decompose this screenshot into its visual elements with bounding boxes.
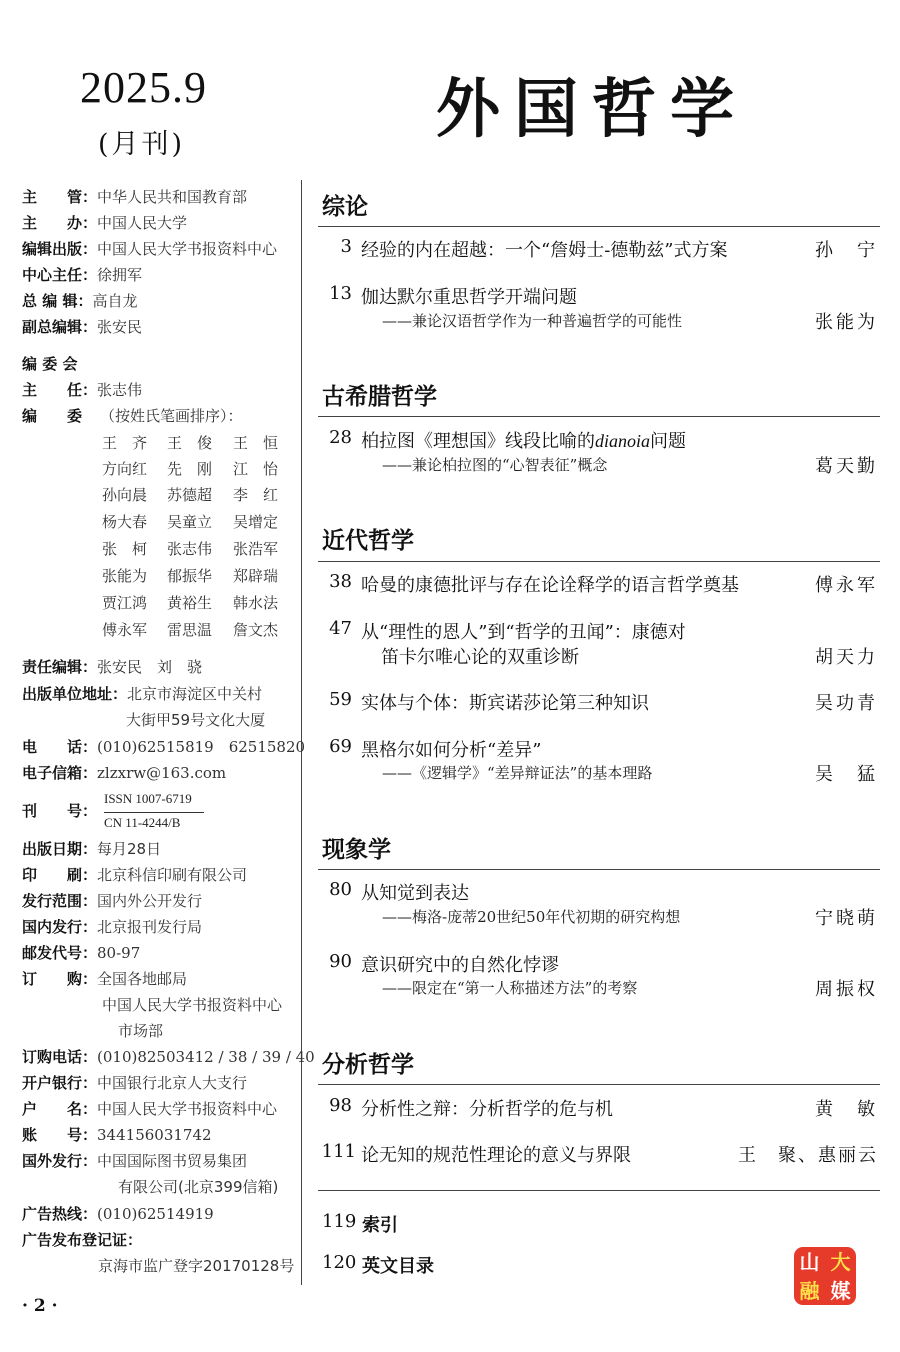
toc-page-number: 28 bbox=[329, 427, 352, 448]
ad-registration-number: 京海市监广登字20170128号 bbox=[98, 1257, 295, 1275]
toc-article-title: 分析性之辩：分析哲学的危与机 bbox=[361, 1099, 613, 1120]
toc-author: 吴功青 bbox=[815, 693, 878, 714]
toc-author: 张能为 bbox=[815, 312, 878, 333]
toc-article-title: 实体与个体：斯宾诺莎论第三种知识 bbox=[361, 693, 649, 714]
masthead-row-director: 中心主任：徐拥军 bbox=[22, 266, 143, 284]
toc-page-number: 90 bbox=[329, 951, 352, 972]
logo-char: 大 bbox=[830, 1249, 851, 1274]
publisher-address-line2: 大街甲59号文化大厦 bbox=[126, 711, 266, 729]
toc-article-subtitle: ——《逻辑学》“差异辩证法”的基本理路 bbox=[382, 764, 653, 782]
toc-author: 宁晓萌 bbox=[815, 908, 878, 929]
masthead-row-sponsor: 主 办：中国人民大学 bbox=[22, 214, 188, 232]
account-number: 账 号：344156031742 bbox=[22, 1126, 212, 1144]
toc-article-title-line2: 笛卡尔唯心论的双重诊断 bbox=[381, 647, 579, 668]
subscription: 订 购：全国各地邮局 bbox=[22, 970, 188, 988]
toc-article-subtitle: ——梅洛-庞蒂20世纪50年代初期的研究构想 bbox=[382, 908, 681, 926]
toc-page-number: 47 bbox=[329, 618, 352, 639]
masthead-row-publisher: 编辑出版：中国人民大学书报资料中心 bbox=[22, 240, 278, 258]
section-rule bbox=[318, 1084, 880, 1085]
section-title: 分析哲学 bbox=[322, 1052, 414, 1078]
section-rule bbox=[318, 416, 880, 417]
issn-divider bbox=[104, 812, 204, 813]
committee-heading: 编 委 会 bbox=[22, 355, 78, 373]
publication-frequency: (月刊) bbox=[98, 129, 186, 160]
toc-article-title: 从知觉到表达 bbox=[361, 883, 469, 904]
toc-article-title: 黑格尔如何分析“差异” bbox=[361, 740, 542, 761]
toc-article-title: 论无知的规范性理论的意义与界限 bbox=[361, 1145, 631, 1166]
committee-member: 张浩军 bbox=[233, 540, 279, 558]
toc-article-title: 从“理性的恩人”到“哲学的丑闻”：康德对 bbox=[361, 622, 686, 643]
toc-page-number: 3 bbox=[340, 236, 352, 257]
page-number: · 2 · bbox=[22, 1296, 58, 1316]
committee-member: 郑辟瑞 bbox=[233, 567, 279, 585]
account-name: 户 名：中国人民大学书报资料中心 bbox=[22, 1100, 278, 1118]
section-title: 古希腊哲学 bbox=[322, 384, 437, 410]
issue-date: 2025.9 bbox=[80, 63, 207, 112]
toc-author: 孙 宁 bbox=[815, 240, 878, 261]
publisher-address: 出版单位地址：北京市海淀区中关村 bbox=[22, 685, 263, 703]
toc-author: 黄 敏 bbox=[815, 1099, 878, 1120]
responsible-editor: 责任编辑：张安民 刘 骁 bbox=[22, 658, 203, 676]
journal-title: 外国哲学 bbox=[436, 72, 748, 147]
committee-member: 张志伟 bbox=[167, 540, 213, 558]
committee-member: 江 怡 bbox=[233, 460, 279, 478]
subscription-line2: 中国人民大学书报资料中心 bbox=[102, 996, 283, 1014]
committee-member: 黄裕生 bbox=[167, 594, 213, 612]
toc-article-title: 柏拉图《理想国》线段比喻的dianoia问题 bbox=[361, 431, 687, 452]
committee-member: 贾江鸿 bbox=[102, 594, 148, 612]
committee-member: 苏德超 bbox=[167, 486, 213, 504]
toc-article-subtitle: ——兼论汉语哲学作为一种普遍哲学的可能性 bbox=[382, 312, 683, 330]
committee-member: 杨大春 bbox=[102, 513, 148, 531]
bank: 开户银行：中国银行北京人大支行 bbox=[22, 1074, 248, 1092]
committee-member: 吴增定 bbox=[233, 513, 279, 531]
toc-author: 葛天勤 bbox=[815, 456, 878, 477]
email: 电子信箱：zlzxrw@163.com bbox=[22, 764, 227, 782]
committee-member: 王 恒 bbox=[233, 434, 279, 452]
issn: ISSN 1007-6719 bbox=[104, 791, 192, 806]
committee-member: 张能为 bbox=[102, 567, 148, 585]
toc-page-number: 98 bbox=[329, 1095, 352, 1116]
toc-page-number: 111 bbox=[321, 1141, 356, 1162]
committee-member: 郁振华 bbox=[167, 567, 213, 585]
index-link: 索引 bbox=[362, 1215, 398, 1236]
serial-number-label: 刊 号： bbox=[22, 802, 98, 820]
committee-member: 傅永军 bbox=[102, 621, 148, 639]
toc-author: 胡天力 bbox=[815, 647, 878, 668]
toc-page-number: 13 bbox=[329, 283, 352, 304]
toc-author: 王 聚、惠丽云 bbox=[738, 1145, 878, 1166]
toc-article-title: 哈曼的康德批评与存在论诠释学的语言哲学奠基 bbox=[361, 575, 739, 596]
committee-member: 先 刚 bbox=[167, 460, 213, 478]
masthead-row-editor-in-chief: 总 编 辑：高自龙 bbox=[22, 292, 138, 310]
section-rule bbox=[318, 1190, 880, 1191]
toc-page-number: 80 bbox=[329, 879, 352, 900]
committee-member: 吴童立 bbox=[167, 513, 213, 531]
section-title: 现象学 bbox=[322, 837, 391, 863]
section-title: 近代哲学 bbox=[322, 528, 414, 554]
logo-char: 媒 bbox=[830, 1278, 851, 1303]
toc-page-number: 69 bbox=[329, 736, 352, 757]
masthead-row-supervisor: 主 管：中华人民共和国教育部 bbox=[22, 188, 248, 206]
logo-char: 融 bbox=[799, 1278, 820, 1303]
media-logo bbox=[794, 1247, 856, 1305]
committee-member: 方向红 bbox=[102, 460, 148, 478]
domestic-distribution: 国内发行：北京报刊发行局 bbox=[22, 918, 203, 936]
section-rule bbox=[318, 226, 880, 227]
committee-member: 李 红 bbox=[233, 486, 279, 504]
toc-article-title: 经验的内在超越：一个“詹姆士-德勒兹”式方案 bbox=[361, 240, 728, 261]
toc-page-number: 119 bbox=[322, 1211, 357, 1232]
toc-article-subtitle: ——兼论柏拉图的“心智表征”概念 bbox=[382, 456, 608, 474]
ad-registration: 广告发布登记证： bbox=[22, 1231, 143, 1249]
foreign-distribution: 国外发行：中国国际图书贸易集团 bbox=[22, 1152, 248, 1170]
masthead-row-deputy-editor: 副总编辑：张安民 bbox=[22, 318, 143, 336]
column-divider bbox=[301, 180, 302, 1285]
committee-member: 王 齐 bbox=[102, 434, 148, 452]
distribution-scope: 发行范围：国内外公开发行 bbox=[22, 892, 203, 910]
toc-page-number: 38 bbox=[329, 571, 352, 592]
toc-article-title: 意识研究中的自然化悖谬 bbox=[361, 955, 559, 976]
toc-article-title: 伽达默尔重思哲学开端问题 bbox=[361, 287, 577, 308]
section-rule bbox=[318, 869, 880, 870]
subscription-phone: 订购电话：(010)82503412 / 38 / 39 / 40 bbox=[22, 1048, 315, 1066]
toc-author: 傅永军 bbox=[815, 575, 878, 596]
committee-director: 主 任：张志伟 bbox=[22, 381, 143, 399]
foreign-distribution-line2: 有限公司(北京399信箱) bbox=[118, 1178, 279, 1196]
section-rule bbox=[318, 561, 880, 562]
ad-hotline: 广告热线：(010)62514919 bbox=[22, 1205, 214, 1223]
subscription-line3: 市场部 bbox=[118, 1022, 164, 1040]
committee-member: 韩水法 bbox=[233, 594, 279, 612]
logo-char: 山 bbox=[799, 1249, 820, 1274]
committee-member: 孙向晨 bbox=[102, 486, 148, 504]
postal-code: 邮发代号：80-97 bbox=[22, 944, 141, 962]
committee-member: 雷思温 bbox=[167, 621, 213, 639]
english-contents-link: 英文目录 bbox=[362, 1256, 434, 1277]
cn-number: CN 11-4244/B bbox=[104, 815, 181, 830]
toc-author: 周振权 bbox=[815, 979, 878, 1000]
section-title: 综论 bbox=[322, 194, 368, 220]
committee-member: 王 俊 bbox=[167, 434, 213, 452]
committee-member: 张 柯 bbox=[102, 540, 148, 558]
toc-page-number: 120 bbox=[322, 1252, 357, 1273]
committee-members-label: 编 委 （按姓氏笔画排序）： bbox=[22, 407, 243, 425]
committee-member: 詹文杰 bbox=[233, 621, 279, 639]
toc-author: 吴 猛 bbox=[815, 764, 878, 785]
toc-page-number: 59 bbox=[329, 689, 352, 710]
toc-article-subtitle: ——限定在“第一人称描述方法”的考察 bbox=[382, 979, 638, 997]
publication-date: 出版日期：每月28日 bbox=[22, 840, 162, 858]
printer: 印 刷：北京科信印刷有限公司 bbox=[22, 866, 248, 884]
phone: 电 话：(010)62515819 62515820 bbox=[22, 738, 306, 756]
